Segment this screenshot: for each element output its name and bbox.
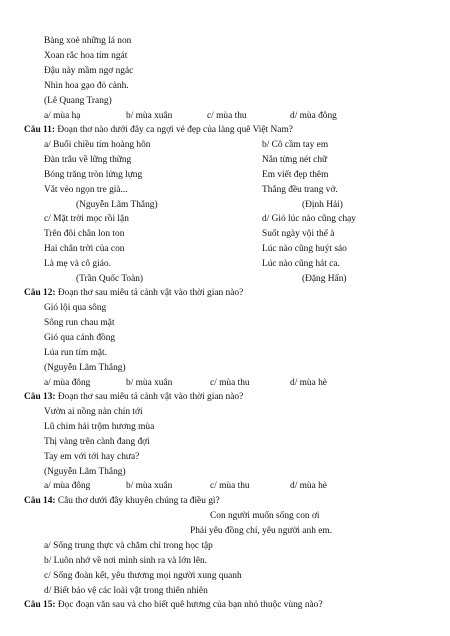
poem-line: c/ Mặt trời mọc rồi lặn (44, 214, 129, 224)
option-b: b/ mùa xuân (126, 481, 173, 491)
question-label: Câu 11: (24, 125, 55, 135)
option-a: a/ mùa hạ (44, 111, 81, 121)
question-14 (24, 496, 220, 507)
option-c: c/ Sống đoàn kết, yêu thương mọi người xung quanh (44, 571, 242, 581)
poem-line: Lũ chim hái trộm hương mùa (44, 422, 155, 432)
question-15 (24, 600, 323, 611)
option-d: d/ mùa hè (290, 378, 327, 388)
poem-author: (Đặng Hấn) (302, 274, 347, 284)
quote-line: Phải yêu đồng chí, yêu người anh em. (190, 526, 333, 536)
poem-line: d/ Gió lúc nào cũng chạy (262, 214, 356, 224)
poem-author: (Định Hải) (302, 200, 343, 210)
question-13 (24, 392, 243, 403)
poem-line: Tay em với tới hay chưa? (44, 452, 140, 462)
poem-line: Em viết đẹp thêm (262, 170, 329, 180)
poem-author: (Nguyễn Lãm Thắng) (44, 363, 126, 373)
poem-author: (Nguyễn Lãm Thắng) (44, 467, 126, 477)
poem-line: Gió lội qua sông (44, 303, 107, 313)
poem-line: Đàn trâu về lững thững (44, 155, 132, 165)
poem-line: Nắn từng nét chữ (262, 155, 328, 165)
question-label: Câu 13: (24, 392, 56, 402)
option-b: b/ mùa xuân (126, 111, 173, 121)
option-a: a/ mùa đông (44, 378, 91, 388)
question-label: Câu 12: (24, 288, 56, 298)
option-d: d/ Biết bảo vệ các loài vật trong thiên nhiên (44, 586, 208, 596)
poem-line: Lúa run tím mặt. (44, 348, 108, 358)
option-c: c/ mùa thu (207, 111, 247, 121)
question-text: Đoạn thơ sau miêu tả cảnh vật vào thời gian nào? (57, 392, 244, 402)
poem-line: Gió qua cánh đồng (44, 333, 116, 343)
question-text: Đoạn thơ nào dưới đây ca ngợi vẻ đẹp của làng quê Việt Nam? (57, 125, 293, 135)
poem-line: Vườn ai nồng nàn chín tới (44, 407, 143, 417)
question-text: Đoạn thơ sau miêu tả cảnh vật vào thời gian nào? (57, 288, 244, 298)
poem-line: Lúc nào cũng hát ca. (262, 259, 340, 269)
poem-line: Bàng xoè những lá non (44, 36, 132, 46)
poem-line: Thị vàng trên cành đang đợi (44, 437, 150, 447)
option-b: b/ mùa xuân (126, 378, 173, 388)
poem-line: a/ Buổi chiều tím hoàng hôn (44, 140, 151, 150)
poem-line: Đậu này mầm ngơ ngác (44, 66, 134, 76)
question-label: Câu 15: (24, 600, 56, 610)
poem-line: Lúc nào cũng huýt sáo (262, 244, 347, 254)
poem-line: Sông run chau mặt (44, 318, 115, 328)
poem-line: b/ Cô cầm tay em (262, 140, 329, 150)
quote-line: Con người muốn sống con ơi (210, 511, 320, 521)
option-c: c/ mùa thu (210, 481, 250, 491)
question-label: Câu 14: (24, 496, 56, 506)
option-a: a/ mùa đông (44, 481, 91, 491)
option-d: d/ mùa đông (290, 111, 337, 121)
option-a: a/ Sống trung thực và chăm chỉ trong học tập (44, 541, 213, 551)
option-c: c/ mùa thu (210, 378, 250, 388)
poem-line: Thẳng đều trang vở. (262, 185, 338, 195)
option-b: b/ Luôn nhớ về nơi mình sinh ra và lớn lên. (44, 556, 208, 566)
poem-line: Là mẹ và cô giáo. (44, 259, 111, 269)
question-12 (24, 288, 243, 299)
poem-line: Suốt ngày vội thế à (262, 229, 335, 239)
poem-author: (Trần Quốc Toàn) (76, 274, 144, 284)
question-11 (24, 125, 293, 136)
poem-line: Xoan rắc hoa tím ngát (44, 51, 128, 61)
poem-author: (Nguyễn Lãm Thắng) (76, 200, 158, 210)
option-d: d/ mùa hè (290, 481, 327, 491)
question-text: Câu thơ dưới đây khuyên chúng ta điều gì? (57, 496, 220, 506)
poem-line: Nhìn hoa gạo đỏ cành. (44, 81, 129, 91)
poem-line: Vắt vẻo ngọn tre già... (44, 185, 128, 195)
poem-line: Bóng trăng tròn lửng lựng (44, 170, 143, 180)
poem-author: (Lê Quang Trang) (44, 96, 112, 106)
question-text: Đọc đoạn văn sau và cho biết quê hương của bạn nhỏ thuộc vùng nào? (57, 600, 323, 610)
poem-line: Hai chân trời của con (44, 244, 125, 254)
poem-line: Trên đôi chân lon ton (44, 229, 125, 239)
